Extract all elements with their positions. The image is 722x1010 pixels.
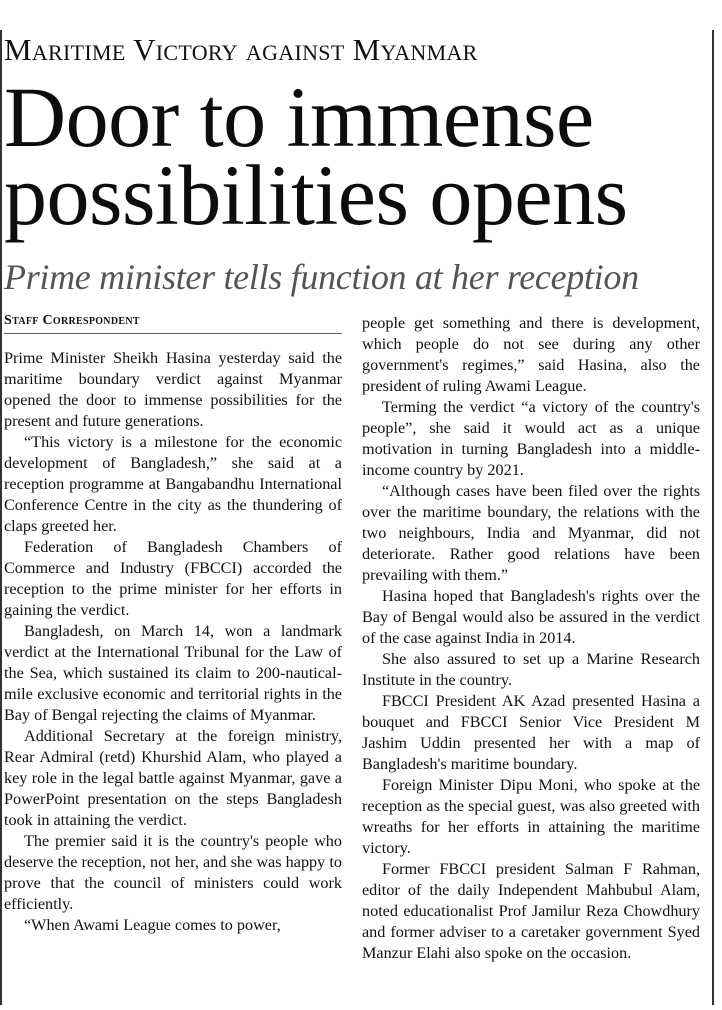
- paragraph: Foreign Minister Dipu Moni, who spoke at the reception as the special guest, was also greeted with wreaths for her efforts in attaining the maritime victory.: [362, 776, 700, 857]
- subhead: Prime minister tells function at her reception: [4, 257, 639, 297]
- byline: Staff Correspondent: [4, 313, 342, 334]
- paragraph: Bangladesh, on March 14, won a landmark verdict at the International Tribunal for the Law of the Sea, which sustained its claim to 200-nautical-mile exclusive economic and territorial rights in the Bay of Bengal rejecting the claims of Myanmar.: [4, 622, 342, 724]
- paragraph: Terming the verdict “a victory of the country's people”, she said it would act as a unique motivation in turning Bangladesh into a middle-income country by 2021.: [362, 398, 700, 479]
- paragraph: Former FBCCI president Salman F Rahman, editor of the daily Independent Mahbubul Alam, noted educationalist Prof Jamilur Reza Chowdhury and former adviser to a caretaker government Syed Manzur Elahi also spoke on the occasion.: [362, 860, 700, 962]
- paragraph: “When Awami League comes to power,: [24, 916, 281, 934]
- paragraph: The premier said it is the country's people who deserve the reception, not her, and she was happy to prove that the council of ministers could work efficiently.: [4, 832, 342, 913]
- page-border-left: [0, 30, 2, 1005]
- article-column-right: [362, 313, 700, 964]
- paragraph: She also assured to set up a Marine Research Institute in the country.: [362, 650, 700, 689]
- paragraph: “This victory is a milestone for the economic development of Bangladesh,” she said at a reception programme at Bangabandhu International Conference Centre in the city as the thundering of claps greeted her.: [4, 433, 342, 535]
- article-column-left: [4, 348, 342, 936]
- paragraph: Prime Minister Sheikh Hasina yesterday said the maritime boundary verdict against Myanmar opened the door to immense possibilities for the present and future generations.: [4, 349, 342, 430]
- paragraph: “Although cases have been filed over the rights over the maritime boundary, the relations with the two neighbours, India and Myanmar, did not deteriorate. Rather good relations have been prevailing with them.”: [362, 482, 700, 584]
- paragraph: people get something and there is development, which people do not see during any other government's regimes,” said Hasina, also the president of ruling Awami League.: [362, 314, 700, 395]
- page-border-right: [712, 30, 714, 1005]
- paragraph: Additional Secretary at the foreign ministry, Rear Admiral (retd) Khurshid Alam, who played a key role in the legal battle against Myanmar, gave a PowerPoint presentation on the steps Bangladesh took in attaining the verdict.: [4, 727, 342, 829]
- kicker: Maritime Victory against Myanmar: [4, 32, 478, 67]
- paragraph: Federation of Bangladesh Chambers of Commerce and Industry (FBCCI) accorded the reception to the prime minister for her efforts in gaining the verdict.: [4, 538, 342, 619]
- paragraph: FBCCI President AK Azad presented Hasina a bouquet and FBCCI Senior Vice President M Jashim Uddin presented her with a map of Bangladesh's maritime boundary.: [362, 692, 700, 773]
- paragraph: Hasina hoped that Bangladesh's rights over the Bay of Bengal would also be assured in the verdict of the case against India in 2014.: [362, 587, 700, 647]
- headline: Door to immense possibilities opens: [4, 69, 628, 243]
